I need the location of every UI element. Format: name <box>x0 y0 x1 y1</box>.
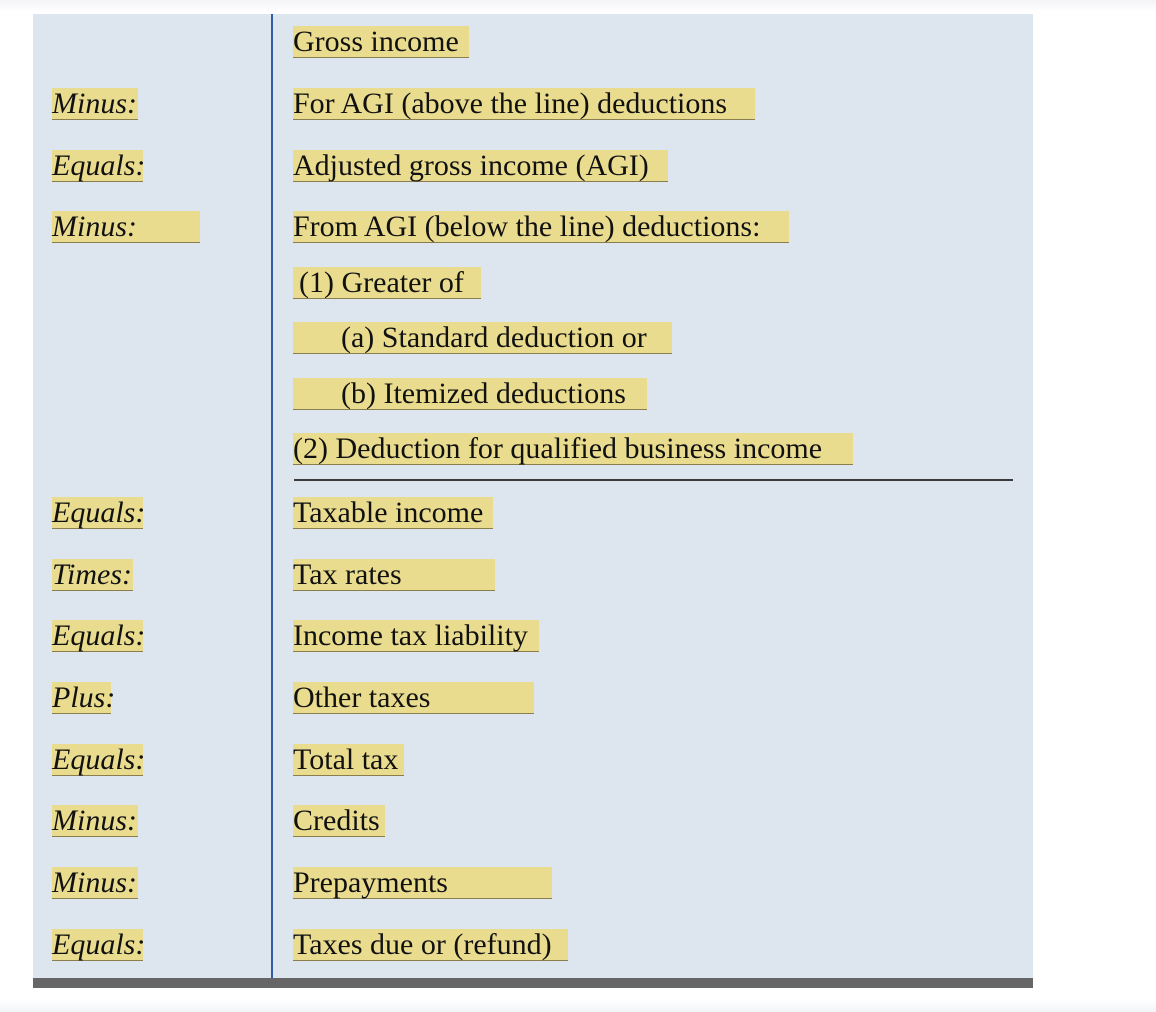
formula-row <box>33 929 1033 969</box>
formula-item: From AGI (below the line) deductions: <box>293 211 789 243</box>
formula-item: Other taxes <box>293 682 534 714</box>
formula-item: Tax rates <box>293 559 495 591</box>
formula-row <box>33 378 1033 418</box>
subtotal-rule <box>294 479 1013 481</box>
page-bottom-edge <box>0 1000 1156 1012</box>
formula-item: Gross income <box>293 26 469 58</box>
formula-row <box>33 322 1033 362</box>
formula-operator: Minus: <box>52 87 137 120</box>
formula-item: Income tax liability <box>293 620 539 652</box>
page-top-edge <box>0 0 1156 12</box>
formula-item: Credits <box>293 805 385 837</box>
formula-row <box>33 88 1033 128</box>
formula-item: (b) Itemized deductions <box>293 378 647 410</box>
formula-row <box>33 267 1033 307</box>
formula-row <box>33 433 1033 473</box>
formula-item: (1) Greater of <box>293 267 481 299</box>
formula-operator: Equals: <box>52 149 146 182</box>
formula-item: Prepayments <box>293 867 552 899</box>
formula-operator: Plus: <box>52 681 116 714</box>
formula-operator: Minus: <box>52 211 200 243</box>
formula-operator: Times: <box>52 558 133 591</box>
formula-row <box>33 497 1033 537</box>
formula-row <box>33 150 1033 190</box>
formula-operator: Equals: <box>52 743 146 776</box>
formula-operator: Minus: <box>52 804 137 837</box>
formula-operator: Equals: <box>52 496 146 529</box>
formula-operator: Minus: <box>52 866 137 899</box>
formula-row <box>33 867 1033 907</box>
formula-row <box>33 620 1033 660</box>
formula-row <box>33 211 1033 251</box>
formula-item: Taxable income <box>293 497 493 529</box>
formula-row <box>33 682 1033 722</box>
formula-row <box>33 744 1033 784</box>
panel-bottom-bar <box>33 978 1033 988</box>
formula-row <box>33 559 1033 599</box>
formula-operator: Equals: <box>52 928 146 961</box>
formula-item: For AGI (above the line) deductions <box>293 88 755 120</box>
formula-row <box>33 26 1033 66</box>
formula-operator: Equals: <box>52 619 146 652</box>
formula-item: (2) Deduction for qualified business income <box>293 433 853 465</box>
formula-row <box>33 805 1033 845</box>
formula-item: (a) Standard deduction or <box>293 322 672 354</box>
formula-item: Taxes due or (refund) <box>293 929 568 961</box>
formula-item: Adjusted gross income (AGI) <box>293 150 668 182</box>
formula-item: Total tax <box>293 744 404 776</box>
